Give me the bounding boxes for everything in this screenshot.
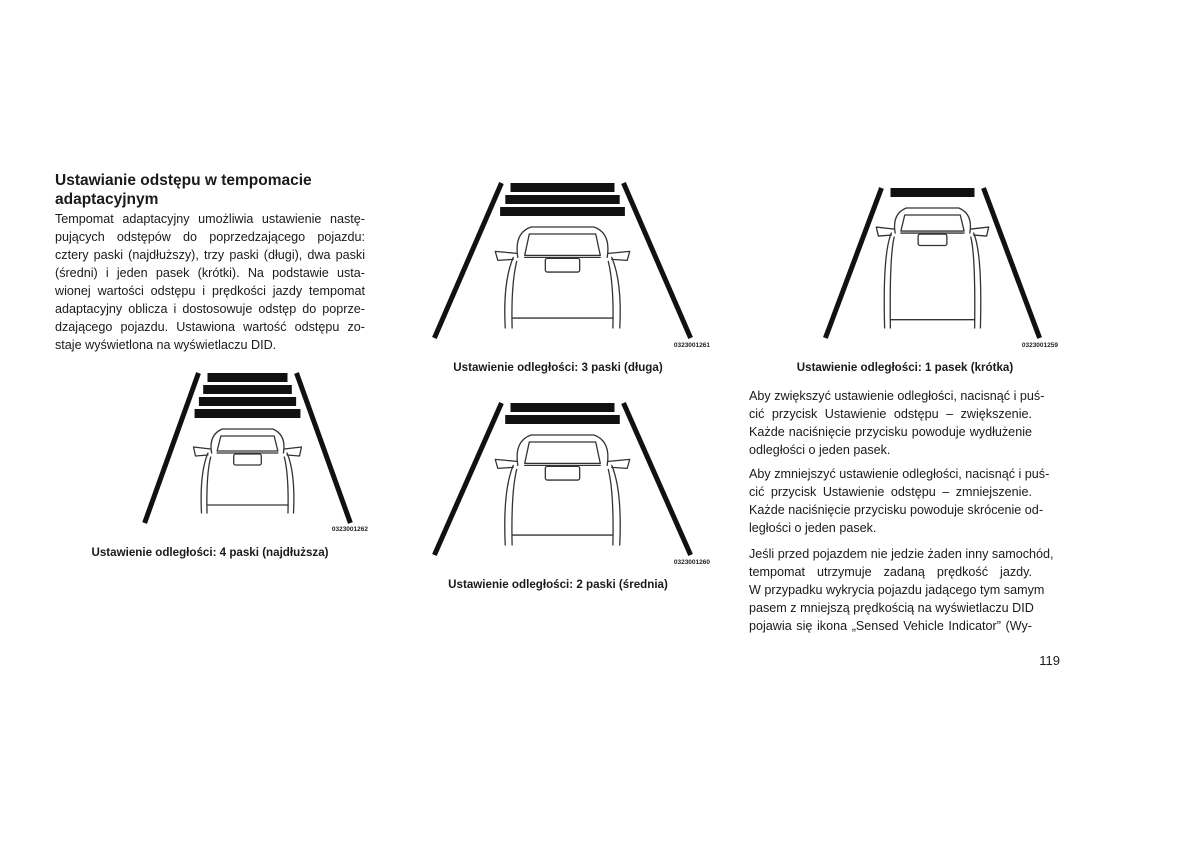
- car-roof: [895, 208, 971, 233]
- text-line: Każde naciśnięcie przycisku powoduje skrócenie od-: [749, 503, 1044, 517]
- car-mirror-right: [284, 447, 301, 456]
- distance-illustration: [805, 180, 1060, 350]
- car-roof: [517, 227, 608, 257]
- figure-code: 0323001261: [673, 342, 710, 349]
- section-title-line: Ustawianie odstępu w tempomacie: [55, 172, 312, 189]
- car-rear-window: [901, 215, 964, 231]
- distance-bar: [199, 397, 296, 406]
- road-edge-right: [624, 403, 691, 555]
- text-line: pojawia się ikona „Sensed Vehicle Indicator” (Wy-: [749, 619, 1032, 633]
- car-mirror-left: [194, 447, 211, 456]
- text-line: wionej wartości odstępu i prędkości jazdy tempomat: [55, 284, 365, 298]
- text-line: staje wyświetlona na wyświetlaczu DID.: [55, 338, 277, 352]
- text-line: odległości o jeden pasek.: [749, 443, 891, 457]
- text-line: Tempomat adaptacyjny umożliwia ustawienie nastę-: [55, 212, 365, 226]
- car-mirror-left: [495, 251, 516, 260]
- figure-code: 0323001262: [331, 526, 368, 533]
- car-plate: [234, 454, 262, 465]
- road-edge-right: [624, 183, 691, 338]
- text-line: pasem z mniejszą prędkością na wyświetlaczu DID: [749, 601, 1034, 615]
- distance-bar: [511, 183, 615, 192]
- distance-bar: [505, 195, 619, 204]
- car-mirror-right: [608, 251, 629, 260]
- distance-figure-1-bar: [805, 180, 1060, 350]
- car-mirror-left: [495, 459, 516, 468]
- text-line: dzającego pojazdu. Ustawiona wartość odstępu zo-: [55, 320, 365, 334]
- text-line: pujących odstępów do poprzedzającego pojazdu:: [55, 230, 365, 244]
- figure-caption: Ustawienie odległości: 2 paski (średnia): [448, 578, 668, 591]
- car-roof: [211, 429, 284, 453]
- decrease-paragraph: [749, 465, 1050, 537]
- road-edge-left: [434, 403, 501, 555]
- distance-figure-2-bars: [410, 395, 715, 567]
- distance-figure-3-bars: [410, 175, 715, 350]
- figure-code: 0323001260: [673, 559, 710, 566]
- distance-illustration: [410, 395, 715, 567]
- text-line: Aby zwiększyć ustawienie odległości, nacisnąć i puś-: [749, 389, 1045, 403]
- increase-paragraph: [749, 387, 1045, 459]
- distance-bar: [891, 188, 975, 197]
- text-line: tempomat utrzymuje zadaną prędkość jazdy.: [749, 565, 1032, 579]
- car-mirror-right: [971, 227, 989, 236]
- text-line: Każde naciśnięcie przycisku powoduje wydłużenie: [749, 425, 1032, 439]
- text-line: W przypadku wykrycia pojazdu jadącego tym samym: [749, 583, 1045, 597]
- car-inner-left: [890, 237, 894, 328]
- car-mirror-left: [876, 227, 894, 236]
- text-line: cztery paski (najdłuższy), trzy paski (długi), dwa paski: [55, 248, 365, 262]
- text-line: cić przycisk Ustawienie odstępu – zmniejszenie.: [749, 485, 1032, 499]
- intro-paragraph: [55, 210, 365, 354]
- text-line: cić przycisk Ustawienie odstępu – zwiększenie.: [749, 407, 1032, 421]
- car-rear-window: [525, 442, 601, 463]
- text-line: Aby zmniejszyć ustawienie odległości, nacisnąć i puś-: [749, 467, 1050, 481]
- page-number: 119: [1039, 653, 1060, 668]
- figure-caption: Ustawienie odległości: 3 paski (długa): [453, 361, 663, 374]
- text-line: (średni) i jeden pasek (krótki). Na podstawie usta-: [55, 266, 365, 280]
- car-mirror-right: [608, 459, 629, 468]
- distance-bar: [208, 373, 288, 382]
- distance-illustration: [125, 365, 370, 535]
- distance-bar: [195, 409, 301, 418]
- distance-bar: [203, 385, 292, 394]
- figure-code: 0323001259: [1021, 342, 1058, 349]
- figure-caption: Ustawienie odległości: 1 pasek (krótka): [796, 361, 1014, 374]
- car-rear-window: [525, 234, 601, 255]
- road-edge-right: [297, 373, 351, 523]
- car-inner-right: [608, 469, 613, 545]
- car-roof: [517, 435, 608, 465]
- distance-figure-4-bars: [125, 365, 370, 535]
- car-plate: [545, 258, 579, 272]
- car-inner-right: [971, 237, 975, 328]
- car-inner-left: [512, 469, 517, 545]
- car-plate: [918, 234, 947, 245]
- figure-caption: Ustawienie odległości: 4 paski (najdłuższa): [91, 546, 329, 559]
- distance-bar: [511, 403, 615, 412]
- car-plate: [545, 466, 579, 480]
- section-title: [55, 171, 375, 209]
- car-rear-window: [217, 436, 278, 451]
- road-edge-left: [434, 183, 501, 338]
- text-line: adaptacyjny oblicza i dostosowuje odstęp do poprze-: [55, 302, 365, 316]
- road-edge-right: [984, 188, 1040, 338]
- text-line: ległości o jeden pasek.: [749, 521, 877, 535]
- distance-bar: [500, 207, 625, 216]
- road-edge-left: [145, 373, 199, 523]
- sensed-vehicle-paragraph: [749, 545, 1054, 635]
- distance-bar: [505, 415, 620, 424]
- distance-illustration: [410, 175, 715, 350]
- section-title-line: adaptacyjnym: [55, 191, 159, 208]
- text-line: Jeśli przed pojazdem nie jedzie żaden inny samochód,: [749, 547, 1054, 561]
- road-edge-left: [825, 188, 881, 338]
